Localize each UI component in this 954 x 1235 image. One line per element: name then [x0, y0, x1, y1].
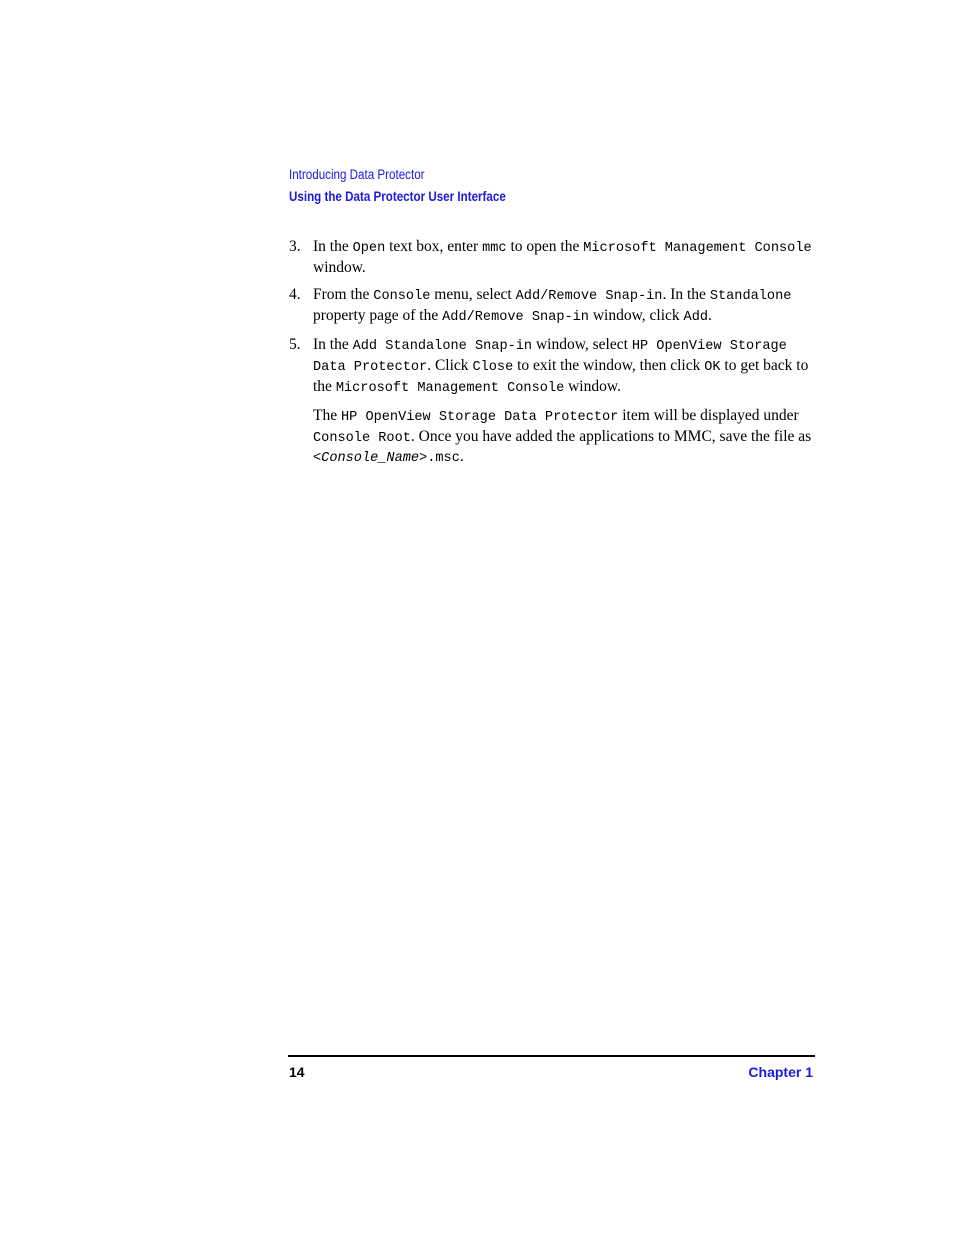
- text-run: .: [459, 448, 464, 466]
- text-run: window, click: [588, 306, 684, 324]
- inline-code: Microsoft Management Console: [583, 241, 812, 256]
- step-5-note: [289, 407, 817, 469]
- text-run: text box, enter: [385, 238, 483, 255]
- inline-code: .msc: [427, 451, 460, 467]
- text-run: window.: [564, 377, 621, 395]
- step-4: [289, 286, 817, 327]
- inline-code: Add: [683, 309, 709, 325]
- inline-code: HP OpenView Storage Data Protector: [340, 410, 619, 426]
- inline-code: Add/Remove Snap-in: [515, 289, 663, 305]
- inline-code: Microsoft Management Console: [335, 380, 565, 396]
- inline-code: Close: [472, 359, 514, 375]
- running-header: [289, 166, 849, 206]
- footer-divider: [288, 1055, 815, 1057]
- inline-code: Add/Remove Snap-in: [442, 309, 589, 325]
- text-run: In the: [313, 336, 353, 354]
- step-number: 5.: [289, 336, 301, 354]
- text-run: . Once you have added the applications to MMC, save the file as: [410, 427, 812, 445]
- step-number: 3.: [289, 238, 301, 255]
- text-run: window.: [313, 258, 366, 276]
- chapter-title: Introducing Data Protector: [289, 167, 425, 182]
- step-text: [313, 336, 817, 398]
- step-3: [289, 238, 817, 277]
- text-run: property page of the: [313, 306, 443, 324]
- inline-code: Standalone: [709, 289, 792, 305]
- text-run: The: [313, 407, 341, 425]
- step-5: [289, 336, 817, 398]
- text-run: In the: [313, 238, 353, 255]
- inline-code: HP OpenView Storage Data Protector: [313, 339, 787, 375]
- page-number: 14: [289, 1064, 305, 1080]
- step-text: [313, 238, 817, 277]
- step-number: 4.: [289, 286, 301, 304]
- inline-code: Add Standalone Snap-in: [352, 339, 533, 355]
- text-run: to exit the window, then click: [513, 356, 705, 374]
- inline-code: Console Root: [313, 430, 411, 446]
- inline-code: Console: [373, 289, 431, 305]
- footer-chapter-label: Chapter 1: [748, 1064, 813, 1080]
- inline-code: <Console_Name>: [313, 451, 428, 467]
- text-run: to get back to the: [313, 356, 809, 395]
- step-text: [313, 286, 817, 327]
- inline-code: OK: [704, 359, 721, 375]
- text-run: menu, select: [430, 286, 516, 304]
- procedure-steps: [289, 238, 817, 469]
- text-run: window, select: [532, 336, 632, 354]
- inline-code: mmc: [482, 241, 507, 256]
- section-title: Using the Data Protector User Interface: [289, 189, 506, 204]
- text-run: to open the: [506, 238, 584, 255]
- text-run: .: [708, 306, 712, 324]
- text-run: . In the: [662, 286, 710, 304]
- inline-code: Open: [352, 241, 386, 256]
- text-run: . Click: [427, 356, 473, 374]
- text-run: item will be displayed under: [618, 407, 799, 425]
- text-run: From the: [313, 286, 374, 304]
